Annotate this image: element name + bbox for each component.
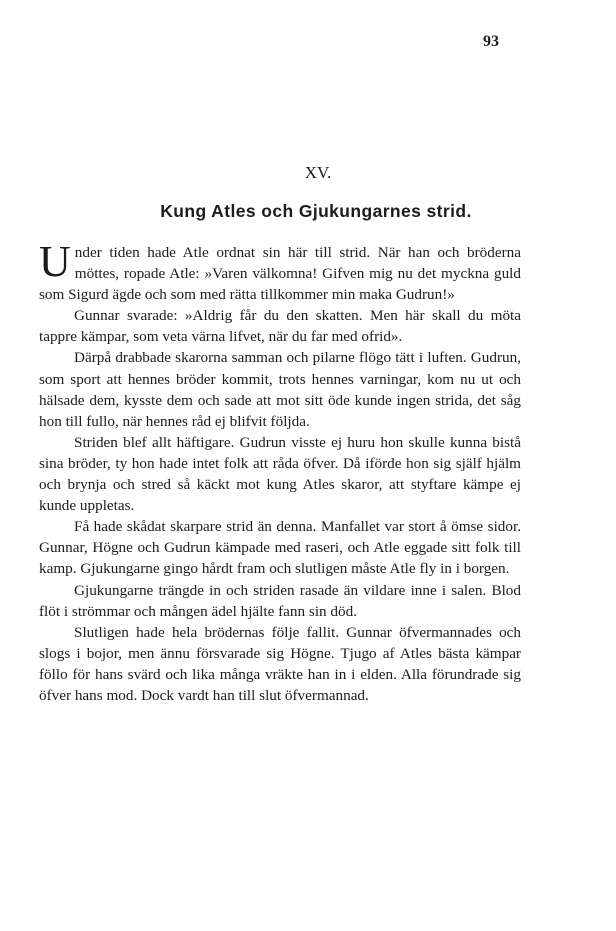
body-text	[39, 237, 521, 706]
paragraph	[39, 237, 521, 305]
paragraph: Gjukungarne trängde in och striden rasade än vildare inne i salen. Blod flöt i strömmar och mången ädel hjälte fann sin död.	[39, 581, 521, 620]
paragraph: Slutligen hade hela brödernas följe fallit. Gunnar öfvermannades och slogs i bojor, men ännu försvarade sig Högne. Tjugo af Atles bästa kämpar föllo för hans svärd och lika många vräkte han in i elden. Alla förundrade sig öfver hans mod. Dock vardt han till slut öfvermannad.	[39, 623, 521, 704]
paragraph-text: nder tiden hade Atle ordnat sin här till strid. När han och bröderna möttes, ropade Atle: »Varen välkomna! Gifven mig nu det myckna guld som Sigurd ägde och som med rätta tillkommer min maka Gudrun!»	[39, 244, 521, 304]
paragraph: Därpå drabbade skarorna samman och pilarne flögo tätt i luften. Gudrun, som sport att hennes bröder kommit, trots hennes varningar, kom nu ut och hälsade dem, kysste dem och sade att mot sitt öde kunde ingen strida, det såg hon till fullo, när hennes råd ej blifvit följda.	[39, 349, 521, 430]
drop-cap: U	[39, 237, 71, 286]
chapter-title: Kung Atles och Gjukungarnes strid.	[160, 201, 472, 221]
paragraph: Striden blef allt häftigare. Gudrun visste ej huru hon skulle kunna bistå sina bröder, ty hon hade intet folk att råda öfver. Då iförde hon sig själf hjälm och brynja och stred så käckt mot kung Atles skaror, att styftare kämpe ej kunde uppletas.	[39, 433, 521, 515]
paragraph: Gunnar svarade: »Aldrig får du den skatten. Men här skall du möta tappre kämpar, som veta värna lifvet, när du far med ofrid».	[39, 307, 521, 346]
page-number: 93	[483, 33, 499, 50]
paragraph: Få hade skådat skarpare strid än denna. Manfallet var stort å ömse sidor. Gunnar, Högne och Gudrun kämpade med raseri, och Atle eggade sitt folk till kamp. Gjukungarne gingo hårdt fram och slutligen måste Atle fly in i borgen.	[39, 518, 521, 578]
chapter-numeral: XV.	[304, 163, 332, 182]
